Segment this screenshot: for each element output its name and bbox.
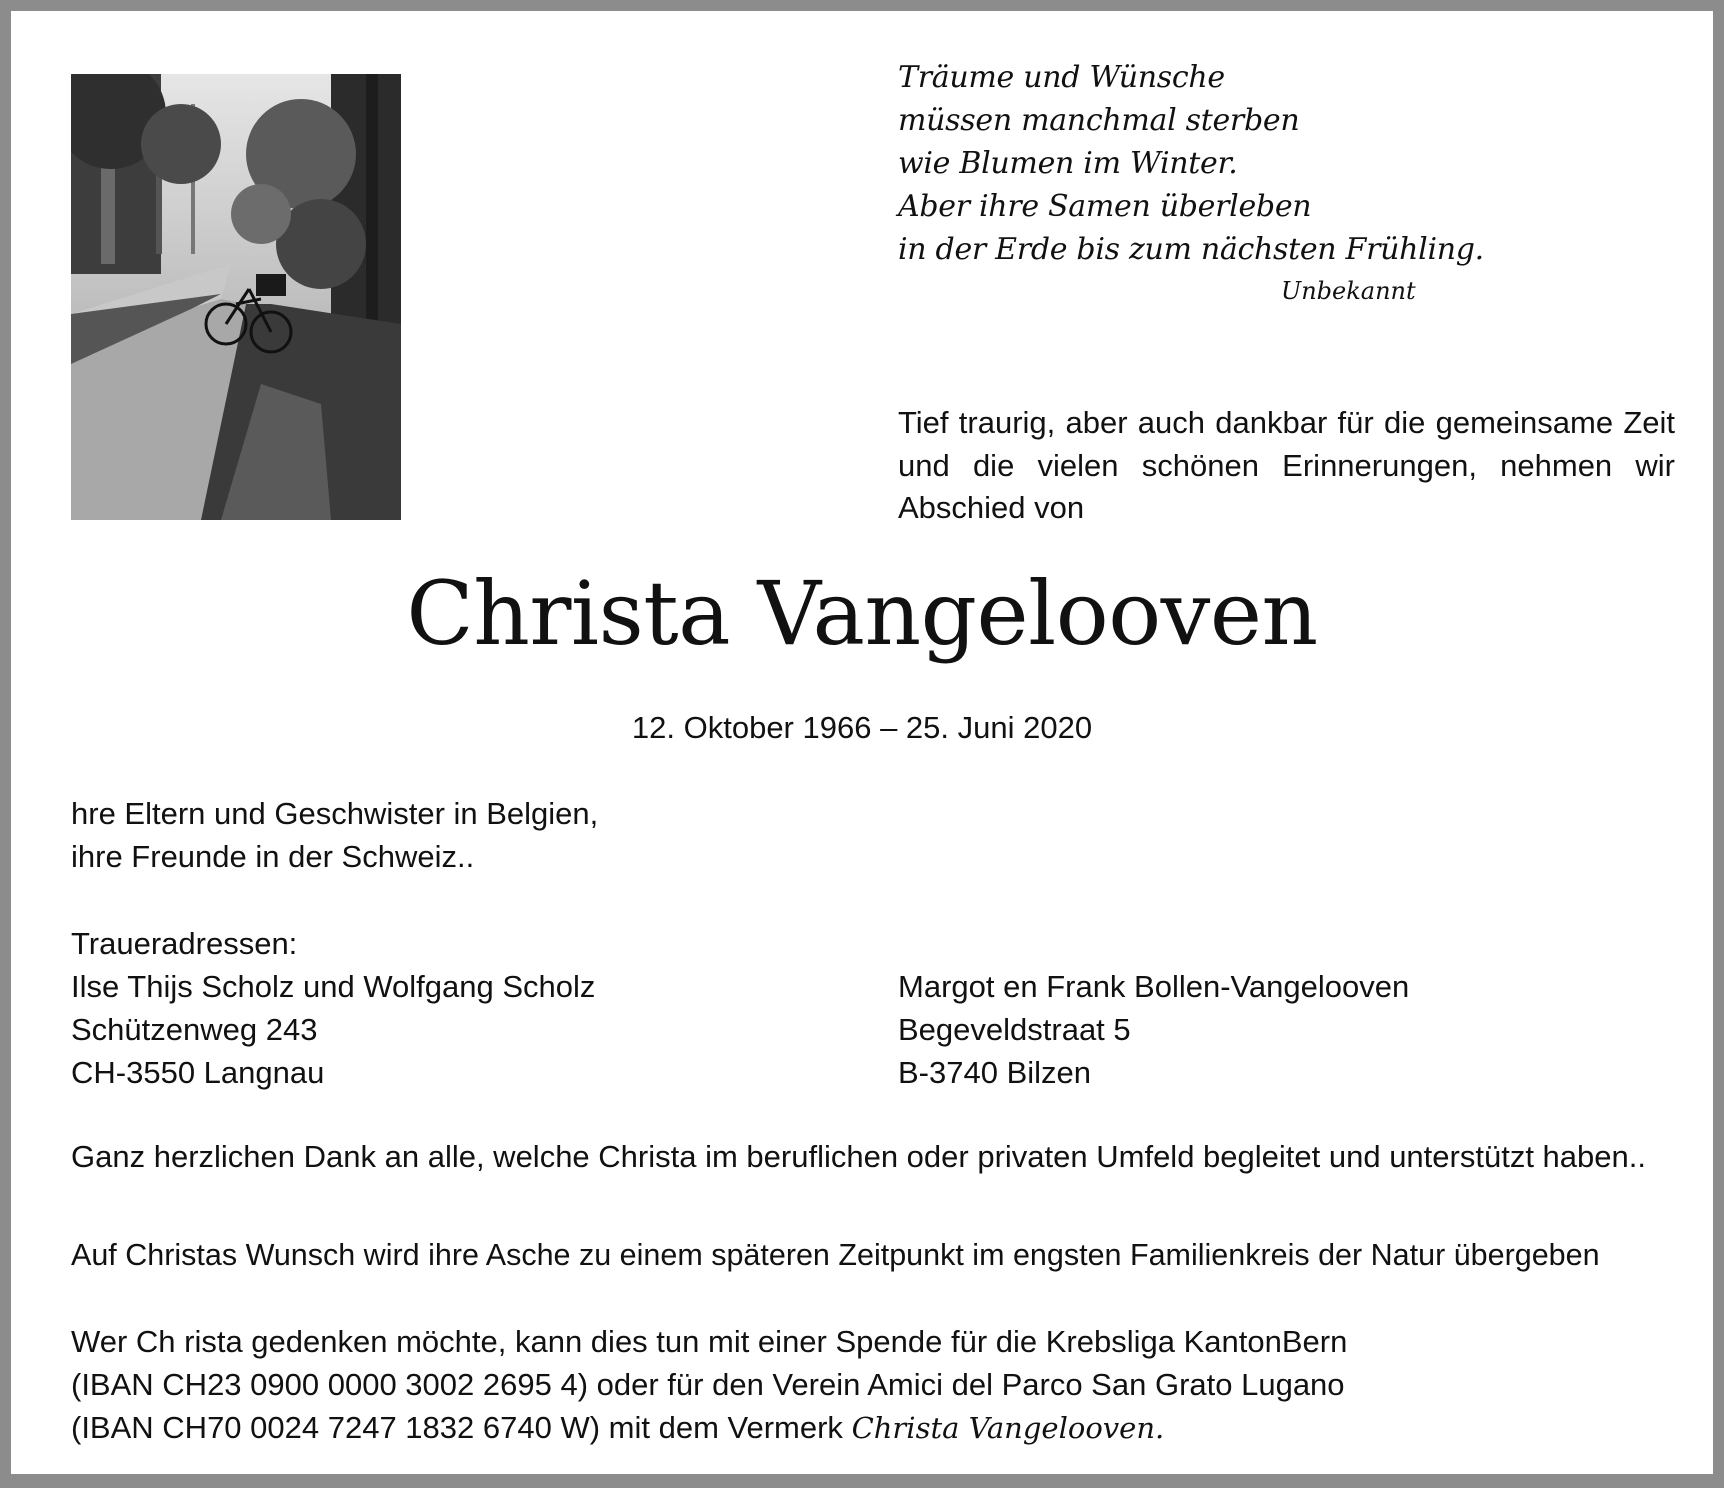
address-left-name: Ilse Thijs Scholz und Wolfgang Scholz: [71, 969, 596, 1004]
donation-line-1: Wer Ch rista gedenken möchte, kann dies tun mit einer Spende für die Krebsliga KantonBern: [71, 1324, 1348, 1359]
quote-line: müssen manchmal sterben: [898, 103, 1300, 138]
ashes-paragraph: Auf Christas Wunsch wird ihre Asche zu einem späteren Zeitpunkt im engsten Familienkreis der Natur übergeben: [71, 1238, 1600, 1272]
address-left-city: CH-3550 Langnau: [71, 1055, 325, 1090]
quote-author: Unbekannt: [1281, 277, 1416, 305]
addresses-heading: Traueradressen:: [71, 926, 298, 961]
mourners-line-1: hre Eltern und Geschwister in Belgien,: [71, 796, 599, 831]
life-dates: 12. Oktober 1966 – 25. Juni 2020: [631, 710, 1093, 745]
intro-text: Tief traurig, aber auch dankbar für die gemeinsame Zeit und die vielen schönen Erinnerungen, nehmen wir Abschied von: [898, 405, 1675, 525]
photo-illustration: [71, 74, 401, 520]
address-right-street: Begeveldstraat 5: [898, 1012, 1131, 1047]
forest-path-bicycle-photo: [71, 74, 401, 520]
address-right-city: B-3740 Bilzen: [898, 1055, 1092, 1090]
donation-line-3: [71, 1406, 1164, 1450]
quote: [898, 56, 1484, 271]
donation-line-2: (IBAN CH23 0900 0000 3002 2695 4) oder für den Verein Amici del Parco San Grato Lugano: [71, 1367, 1345, 1402]
quote-line: wie Blumen im Winter.: [898, 146, 1238, 181]
quote-line: Aber ihre Samen überleben: [898, 189, 1312, 224]
donation-line-3-prefix: (IBAN CH70 0024 7247 1832 6740 W) mit dem Vermerk: [71, 1410, 843, 1445]
quote-line: in der Erde bis zum nächsten Frühling.: [898, 232, 1484, 267]
address-left-street: Schützenweg 243: [71, 1012, 318, 1047]
address-right-name: Margot en Frank Bollen-Vangelooven: [898, 969, 1410, 1004]
thanks-paragraph: Ganz herzlichen Dank an alle, welche Christa im beruflichen oder privaten Umfeld begleitet und unterstützt haben..: [71, 1139, 1646, 1174]
donation-line-3-name: Christa Vangelooven.: [851, 1411, 1165, 1445]
mourners-line-2: ihre Freunde in der Schweiz..: [71, 839, 475, 874]
deceased-name: Christa Vangelooven: [406, 562, 1318, 665]
quote-line: Träume und Wünsche: [898, 60, 1225, 95]
